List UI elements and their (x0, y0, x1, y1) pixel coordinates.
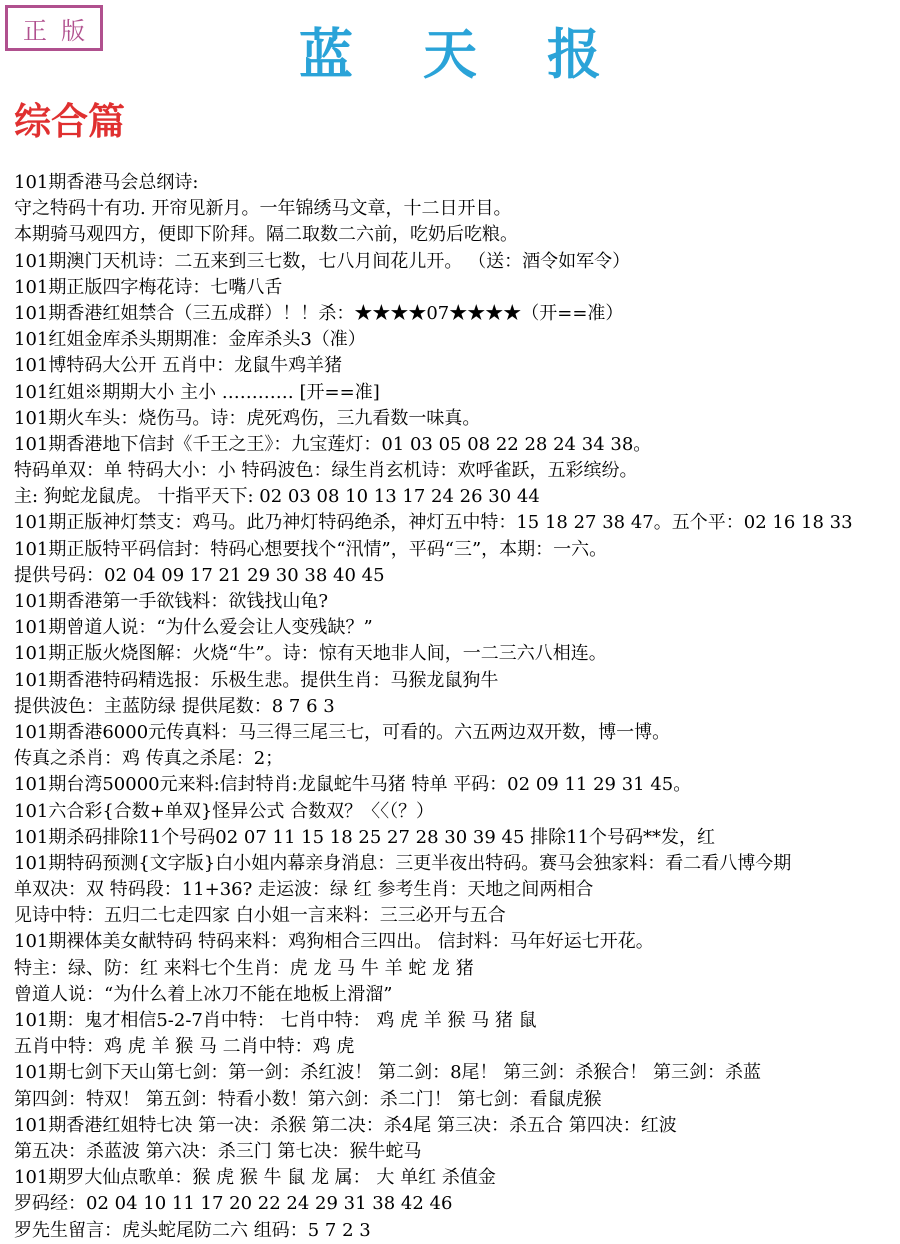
content-line: 101期正版火烧图解：火烧“牛”。诗：惊有天地非人间，一二三六八相连。 (14, 643, 607, 665)
content-line: 单双决：双 特码段：11+36? 走运波：绿 红 参考生肖：天地之间两相合 (14, 879, 594, 901)
content-line: 101期七剑下天山第七剑：第一剑：杀红波！ 第二剑：8尾！ 第三剑：杀猴合！ 第三剑：杀蓝 (14, 1062, 761, 1084)
content-line: 101期曾道人说：“为什么爱会让人变残缺？” (14, 617, 373, 639)
content-line: 101期特码预测{文字版}白小姐内幕亲身消息：三更半夜出特码。赛马会独家料：看二看八博今期 (14, 852, 792, 874)
content-line: 提供号码：02 04 09 17 21 29 30 38 40 45 (14, 564, 385, 586)
content-line: 五肖中特：鸡 虎 羊 猴 马 二肖中特：鸡 虎 (14, 1036, 355, 1058)
content-line: 罗码经：02 04 10 11 17 20 22 24 29 31 38 42 46 (14, 1193, 453, 1215)
content-line: 101期香港6000元传真料：马三得三尾三七，可看的。六五两边双开数，博一博。 (14, 721, 671, 743)
content-line: 101六合彩{合数+单双}怪异公式 合数双？〈〈（？） (14, 800, 435, 822)
content-line: 101期台湾50000元来料:信封特肖:龙鼠蛇牛马猪 特单 平码：02 09 11 29 31 45。 (14, 774, 692, 796)
content-line: 101期正版四字梅花诗：七嘴八舌 (14, 276, 283, 298)
content-line: 特主：绿、防：红 来料七个生肖：虎 龙 马 牛 羊 蛇 龙 猪 (14, 957, 474, 979)
content-line: 101期香港地下信封《千王之王》：九宝莲灯：01 03 05 08 22 28 24 34 38。 (14, 433, 652, 455)
content-line: 特码单双：单 特码大小：小 特码波色：绿生肖玄机诗：欢呼雀跃，五彩缤纷。 (14, 460, 638, 482)
content-line: 101期香港红姐禁合（三五成群）！！杀：★★★★07★★★★（开==准） (14, 302, 624, 324)
content-line: 101期香港第一手欲钱料：欲钱找山龟? (14, 591, 329, 612)
content-line: 曾道人说：“为什么着上冰刀不能在地板上滑溜” (14, 983, 393, 1005)
section-title: 综合篇 (14, 99, 125, 143)
content-line: 主: 狗蛇龙鼠虎。 十指平天下: 02 03 08 10 13 17 24 26 30 44 (14, 486, 540, 508)
content-line: 101期香港特码精选报：乐极生悲。提供生肖：马猴龙鼠狗牛 (14, 669, 499, 691)
content-line: 101期正版神灯禁支：鸡马。此乃神灯特码绝杀，神灯五中特：15 18 27 38 47。五个平：02 16 18 33 (14, 512, 853, 534)
content-line: 罗先生留言：虎头蛇尾防二六 组码：5 7 2 3 (14, 1219, 371, 1241)
masthead-title: 蓝天报 (299, 22, 671, 86)
content-line: 101期罗大仙点歌单：猴 虎 猴 牛 鼠 龙 属： 大 单红 杀值金 (14, 1167, 496, 1189)
content-lines (14, 170, 900, 1244)
content-line: 101期火车头：烧伤马。诗：虎死鸡伤，三九看数一味真。 (14, 407, 481, 429)
content-line: 101期香港马会总纲诗: (14, 172, 199, 193)
content-line: 提供波色：主蓝防绿 提供尾数：8 7 6 3 (14, 695, 335, 717)
content-line: 本期骑马观四方，便即下阶拜。隔二取数二六前，吃奶后吃粮。 (14, 224, 518, 246)
content-line: 第四剑：特双！ 第五剑：特看小数！第六剑：杀二门！ 第七剑：看鼠虎猴 (14, 1088, 602, 1110)
content-line: 101博特码大公开 五肖中：龙鼠牛鸡羊猪 (14, 355, 343, 377)
content-line: 101红姐※期期大小 主小 ………… [开==准] (14, 381, 380, 403)
content-line: 101期澳门天机诗：二五来到三七数，七八月间花儿开。 （送：酒令如军令） (14, 250, 631, 272)
content-line: 传真之杀肖：鸡 传真之杀尾：2； (14, 748, 284, 770)
content-line: 第五决：杀蓝波 第六决：杀三门 第七决：猴牛蛇马 (14, 1140, 422, 1162)
content-line: 见诗中特：五归二七走四家 白小姐一言来料：三三必开与五合 (14, 905, 506, 927)
content-line: 101期：鬼才相信5-2-7肖中特： 七肖中特： 鸡 虎 羊 猴 马 猪 鼠 (14, 1010, 537, 1031)
edition-badge: 正版 (5, 5, 103, 51)
content-line: 101期正版特平码信封：特码心想要找个“汛情”，平码“三”，本期：一六。 (14, 538, 608, 560)
content-line: 101期裸体美女献特码 特码来料：鸡狗相合三四出。 信封料：马年好运七开花。 (14, 931, 654, 953)
content-line: 101期杀码排除11个号码02 07 11 15 18 25 27 28 30 39 45 排除11个号码**发，红 (14, 826, 716, 848)
content-line: 101期香港红姐特七决 第一决：杀猴 第二决：杀4尾 第三决：杀五合 第四决：红波 (14, 1114, 677, 1136)
content-line: 101红姐金库杀头期期准：金库杀头3（准） (14, 329, 366, 351)
content-line: 守之特码十有功. 开帘见新月。一年锦绣马文章，十二日开目。 (14, 198, 512, 220)
